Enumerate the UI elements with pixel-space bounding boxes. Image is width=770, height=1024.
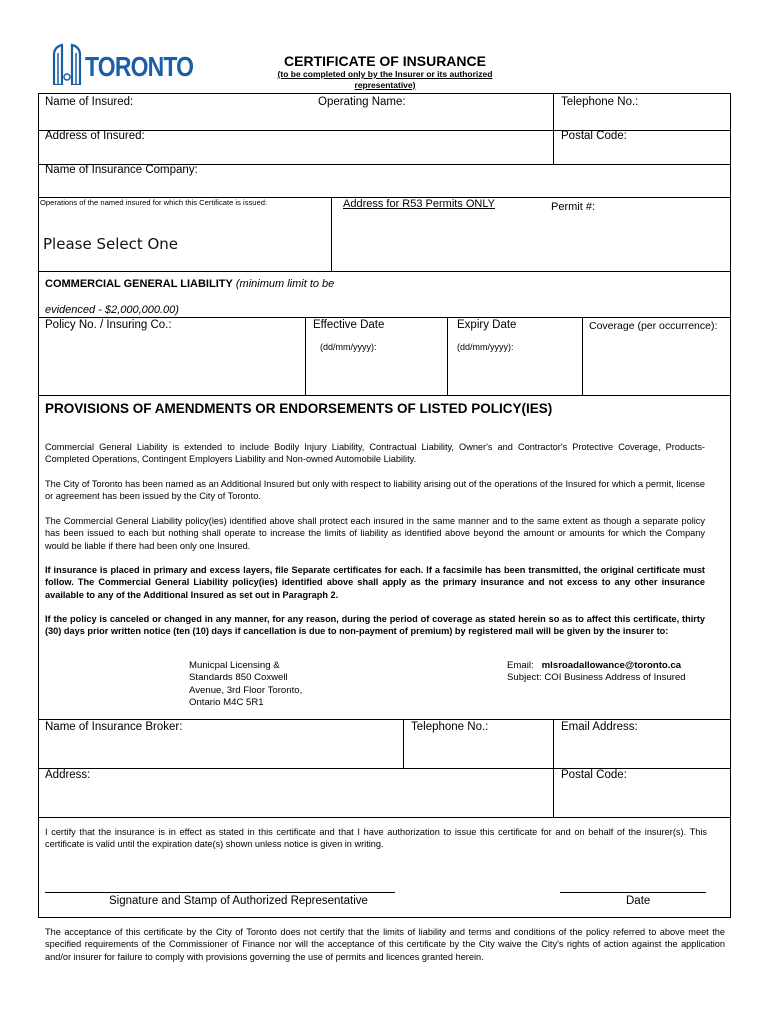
cgl-heading bbox=[45, 278, 334, 290]
provisions-heading: PROVISIONS OF AMENDMENTS OR ENDORSEMENTS OF LISTED POLICY(IES) bbox=[45, 401, 553, 416]
r53-permit-address-label: Address for R53 Permits ONLY bbox=[343, 198, 496, 210]
broker-address-field[interactable] bbox=[45, 786, 554, 806]
coverage-label: Coverage (per occurrence): bbox=[589, 320, 718, 332]
mls-address-line: Standards 850 Coxwell bbox=[189, 672, 288, 684]
policy-number-label: Policy No. / Insuring Co.: bbox=[45, 319, 172, 331]
divider bbox=[38, 271, 731, 272]
toronto-logo bbox=[52, 43, 194, 87]
coverage-field[interactable] bbox=[589, 340, 729, 358]
broker-postal-field[interactable] bbox=[560, 786, 729, 806]
policy-number-field[interactable] bbox=[45, 340, 304, 358]
mls-email-block bbox=[507, 660, 686, 685]
provision-paragraph-2: The City of Toronto has been named as an Additional Insured but only with respect to liability arising out of the operations of the Insured for which a permit, license or agreement has been issued by the City of Toronto. bbox=[45, 479, 705, 502]
provision-paragraph-3: The Commercial General Liability policy(ies) identified above shall protect each insured in the same manner and to the same extent as though a separate policy has been issued to each but nothing shall operate to increase the limits of liability as identified above beyond the amount or amounts for which the Company would be liable if there had been only one Insured. bbox=[45, 516, 705, 551]
broker-postal-label: Postal Code: bbox=[561, 769, 627, 781]
page-title: CERTIFICATE OF INSURANCE bbox=[284, 53, 486, 69]
insurance-company-field[interactable] bbox=[45, 178, 729, 196]
provision-paragraph-4: If insurance is placed in primary and excess layers, file Separate certificates for each. If a facsimile has been transmitted, the original certificate must follow. The Commercial General Liability policy(ies) identified above shall apply as the primary insurance and not excess to any other insurance available to any of the Additional Insured as set out in Paragraph 2. bbox=[45, 565, 705, 600]
divider bbox=[403, 719, 404, 768]
broker-phone-label: Telephone No.: bbox=[411, 721, 489, 733]
mls-address bbox=[189, 660, 302, 710]
certify-statement: I certify that the insurance is in effect as stated in this certificate and that I have authorization to issue this certificate for and on behalf of the insurer(s). This certificate is valid until the expiration date(s) shown unless notice is given in writing. bbox=[45, 827, 707, 850]
divider bbox=[38, 768, 731, 769]
divider bbox=[582, 317, 583, 395]
mls-email-link[interactable]: mlsroadallowance@toronto.ca bbox=[541, 660, 682, 671]
broker-phone-field[interactable] bbox=[410, 738, 554, 758]
expiry-date-field[interactable] bbox=[455, 358, 581, 376]
insurance-company-label: Name of Insurance Company: bbox=[45, 164, 198, 176]
divider bbox=[305, 317, 306, 395]
mls-address-line: Avenue, 3rd Floor Toronto, bbox=[189, 684, 303, 696]
mls-address-line: Municpal Licensing & bbox=[189, 660, 280, 671]
signature-line[interactable] bbox=[45, 892, 395, 893]
expiry-date-hint: (dd/mm/yyyy): bbox=[457, 342, 514, 352]
divider bbox=[38, 317, 731, 318]
broker-address-label: Address: bbox=[45, 769, 91, 781]
mls-address-line: Ontario M4C 5R1 bbox=[189, 697, 264, 709]
acceptance-disclaimer: The acceptance of this certificate by the City of Toronto does not certify that the limits of liability and terms and conditions of the policy referred to above meet the specified requirements of the Commissioner of Finance nor will the acceptance of this certificate by the City waive the City's rights of action against the application and/or insurer for failure to comply with provisions governing the use of permits and licences granted herein. bbox=[45, 927, 725, 962]
insured-address-field[interactable] bbox=[45, 144, 554, 164]
date-label: Date bbox=[626, 895, 651, 907]
date-line[interactable] bbox=[560, 892, 706, 893]
insured-address-label: Address of Insured: bbox=[45, 130, 145, 142]
broker-email-label: Email Address: bbox=[561, 721, 638, 733]
insured-phone-label: Telephone No.: bbox=[561, 96, 639, 108]
email-subject: Subject: COI Business Address of Insured bbox=[507, 672, 686, 684]
permit-number-field[interactable] bbox=[605, 199, 729, 217]
insured-postal-label: Postal Code: bbox=[561, 130, 627, 142]
broker-name-label: Name of Insurance Broker: bbox=[45, 721, 183, 733]
page-subtitle-line2: representative) bbox=[354, 80, 416, 90]
effective-date-label: Effective Date bbox=[313, 319, 385, 331]
cgl-heading-line2: evidenced - $2,000,000.00) bbox=[45, 304, 179, 316]
insured-postal-field[interactable] bbox=[560, 144, 729, 164]
expiry-date-label: Expiry Date bbox=[457, 319, 517, 331]
divider bbox=[331, 197, 332, 271]
cgl-heading-bold: COMMERCIAL GENERAL LIABILITY bbox=[45, 278, 233, 290]
provision-paragraph-1: Commercial General Liability is extended to include Bodily Injury Liability, Contractual Liability, Owner's and Contractor's Protective Coverage, Products-Completed Operations, Contingent Employers Liability and Non-owned Automobile Liability. bbox=[45, 442, 705, 465]
effective-date-field[interactable] bbox=[313, 358, 445, 376]
divider bbox=[38, 395, 731, 396]
insured-name-field[interactable] bbox=[45, 110, 554, 130]
divider bbox=[38, 817, 731, 818]
divider bbox=[38, 719, 731, 720]
broker-email-field[interactable] bbox=[560, 738, 729, 758]
operations-label: Operations of the named insured for which this Certificate is issued: bbox=[40, 198, 268, 207]
operating-name-label: Operating Name: bbox=[318, 96, 406, 108]
email-label: Email: bbox=[507, 660, 534, 671]
signature-label: Signature and Stamp of Authorized Representative bbox=[109, 895, 368, 907]
logo-text: TORONTO bbox=[85, 51, 194, 82]
broker-name-field[interactable] bbox=[45, 738, 404, 758]
permit-number-label: Permit #: bbox=[551, 201, 596, 213]
effective-date-hint: (dd/mm/yyyy): bbox=[320, 342, 377, 352]
cgl-heading-italic: (minimum limit to be bbox=[232, 278, 335, 290]
operations-select[interactable]: Please Select One bbox=[43, 235, 179, 253]
insured-phone-field[interactable] bbox=[560, 110, 729, 130]
insured-name-label: Name of Insured: bbox=[45, 96, 134, 108]
page-subtitle: (to be completed only by the Insurer or its authorized bbox=[277, 69, 493, 79]
divider bbox=[447, 317, 448, 395]
provision-paragraph-5: If the policy is canceled or changed in any manner, for any reason, during the period of coverage as stated herein so as to affect this certificate, thirty (30) days prior written notice (ten (10) days if cancellation is due to non-payment of premium) by registered mail will be given by the insurer to: bbox=[45, 614, 705, 637]
city-hall-icon bbox=[52, 43, 82, 85]
